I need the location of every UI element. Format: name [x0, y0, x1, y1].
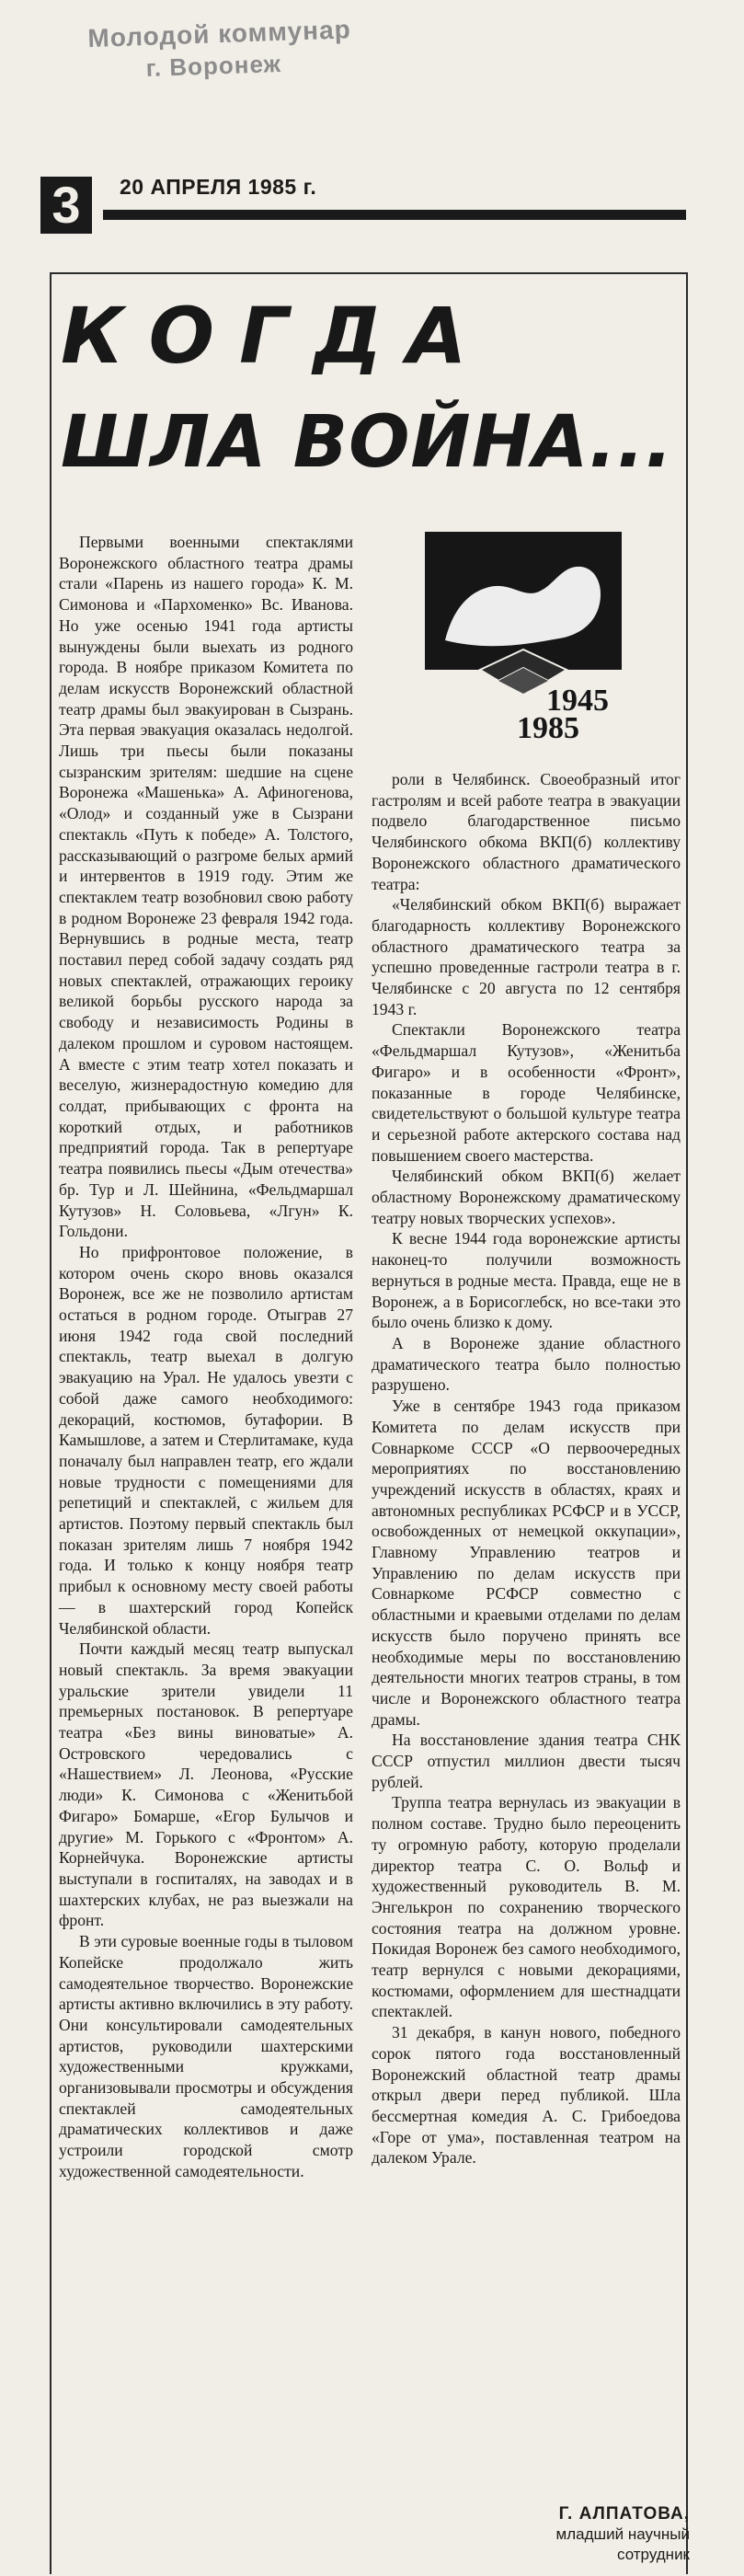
paragraph: Челябинский обком ВКП(б) желает областному Воронежскому драматическому театру новых творческих успехов».	[372, 1167, 681, 1227]
article-title-line-1: КОГДА	[61, 291, 492, 381]
paragraph: А в Воронеже здание областного драматического театра было полностью разрушено.	[372, 1333, 681, 1395]
paragraph: Почти каждый месяц театр выпускал новый спектакль. За время эвакуации уральские зрители увидели 11 премьерных постановок. В репертуаре театра «Без вины виноватые» А. Островского чередовались с «Нашествием» Л. Леонова, «Русские люди» К. Симонова с «Женитьбой Фигаро» Бомарше, «Егор Булычов и другие» М. Горького с «Фронтом» А. Корнейчука. Воронежские артисты выступали в госпиталях, на заводах и в шахтерских клубах, не раз выезжали на фронт.	[59, 1639, 353, 1930]
stamp-line-2: г. Воронеж	[145, 49, 282, 83]
paragraph: В эти суровые военные годы в тыловом Копейске продолжало жить самодеятельное творчество. Воронежские артисты активно включились в эту работу. Они консультировали самодеятельных артистов, руководили шахтерскими художественными кружками, организовывали просмотры и обсуждения спектаклей самодеятельных драматических коллективов и даже устроили городской смотр художественной самодеятельности.	[59, 1932, 353, 2180]
newspaper-stamp	[87, 14, 365, 86]
paragraph: Уже в сентябре 1943 года приказом Комитета по делам искусств при Совнаркоме СССР «О первоочередных мероприятиях по восстановлению учреждений искусств в областях, краях и автономных республиках РСФСР и в УССР, освобожденных от немецкой оккупации», Главному Управлению театров и Управлению по делам искусств при Совнаркоме РСФСР совместно с областными и краевыми отделами по делам искусств было поручено принять все необходимые меры по восстановлению деятельности многих театров страны, в том числе и Воронежского областного театра драмы.	[372, 1397, 681, 1729]
author-position-line-2: сотрудник	[617, 2546, 690, 2563]
emblem-year-end: 1985	[517, 711, 579, 743]
article-column-1	[59, 532, 353, 2182]
page-number: 3	[40, 177, 92, 234]
paragraph: Но прифронтовое положение, в котором очень скоро вновь оказался Воронеж, все же не позволило артистам остаться в родном городе. Отыграв 27 июня 1942 года свой последний спектакль, театр выехал в долгую эвакуацию на Урал. Не удалось увезти с собой даже самого необходимого: декораций, костюмов, бутафории. В Камышлове, а затем и Стерлитамаке, куда поначалу был направлен театр, его ждали новые трудности с помещениями для репетиций и спектаклей, с жильем для артистов. Поэтому первый спектакль был показан зрителям лишь 7 ноября 1942 года. И только к концу ноября театр прибыл к основному месту своей работы — в шахтерский город Копейск Челябинской области.	[59, 1242, 353, 1638]
author-name: Г. АЛПАТОВА,	[558, 2504, 690, 2524]
paragraph: К весне 1944 года воронежские артисты наконец-то получили возможность вернуться в родные места. Правда, еще не в Воронеж, а в Борисоглебск, но все-таки это было очень близко к дому.	[372, 1229, 681, 1332]
emblem-year-start: 1945	[546, 684, 609, 718]
stamp-line-1: Молодой коммунар	[86, 15, 352, 53]
victory-emblem-icon	[425, 532, 622, 743]
paragraph: 31 декабря, в канун нового, победного сорок пятого года восстановленный Воронежский областной театр драмы открыл двери перед публикой. Шла бессмертная комедия А. С. Грибоедова «Горе от ума», поставленная театром на далеком Урале.	[372, 2023, 681, 2168]
article-column-2	[372, 769, 681, 2168]
header-rule	[103, 210, 686, 220]
paragraph: На восстановление здания театра СНК СССР отпустил миллион двести тысяч рублей.	[372, 1731, 681, 1791]
paragraph: Первыми военными спектаклями Воронежского областного театра драмы стали «Парень из нашего города» К. М. Симонова и «Пархоменко» Вс. Иванова. Но уже осенью 1941 года артисты вынуждены были выехать из родного города. В ноябре приказом Комитета по делам искусств Воронежский областной театр драмы был эвакуирован в Сызрань. Эта первая эвакуация оказалась недолгой. Лишь три пьесы были показаны сызранским зрителям: шедшие на сцене Воронежа «Машенька» А. Афиногенова, «Олод» и созданный уже в Сызрани спектакль «Путь к победе» А. Толстого, рассказывающий о разгроме белых армий и интервентов в 1919 году. Этим же спектаклем театр возобновил свою работу в родном Воронеже 23 февраля 1942 года. Вернувшись в родные места, театр поставил перед собой задачу создать ряд новых спектаклей, отражающих героику великой борьбы русского народа за свободу и независимость Родины в далеком прошлом и суровом настоящем. А вместе с этим театр хотел показать и веселую, жизнерадостную комедию для солдат, прибывающих с фронта на короткий отдых, и работников предприятий города. Так в репертуаре театра появились пьесы «Дым отечества» бр. Тур и Л. Шейнина, «Фельдмаршал Кутузов» Н. Соловьева, «Лгун» К. Гольдони.	[59, 533, 353, 1241]
paragraph: роли в Челябинск. Своеобразный итог гастролям и всей работе театра в эвакуации подвело благодарственное письмо Челябинского обкома ВКП(б) коллективу Воронежского областного драматического театра:	[372, 770, 681, 893]
paragraph: «Челябинский обком ВКП(б) выражает благодарность коллективу Воронежского областного драматического театра за успешно проведенные гастроли театра в г. Челябинске с 20 августа по 12 сентября 1943 г.	[372, 895, 681, 1018]
paragraph: Спектакли Воронежского театра «Фельдмаршал Кутузов», «Женитьба Фигаро» и в особенности «Фронт», показанные в городе Челябинске, свидетельствуют о большой культуре театра и серьезной работе актерского состава над повышением своего мастерства.	[372, 1020, 681, 1165]
author-signature	[515, 2504, 690, 2565]
issue-date: 20 АПРЕЛЯ 1985 г.	[120, 175, 317, 199]
paragraph: Труппа театра вернулась из эвакуации в полном составе. Трудно было переоценить ту огромную работу, которую проделали директор театра С. О. Вольф и художественный руководитель В. М. Энгелькрон по сохранению творческого состояния театра на должном уровне. Покидая Воронеж без самого необходимого, театр вернулся с новыми декорациями, костюмами, оформлением для шестнадцати спектаклей.	[372, 1793, 681, 2021]
article-title-line-2: ШЛА ВОЙНА...	[61, 401, 674, 484]
author-position-line-1: младший научный	[555, 2525, 690, 2543]
